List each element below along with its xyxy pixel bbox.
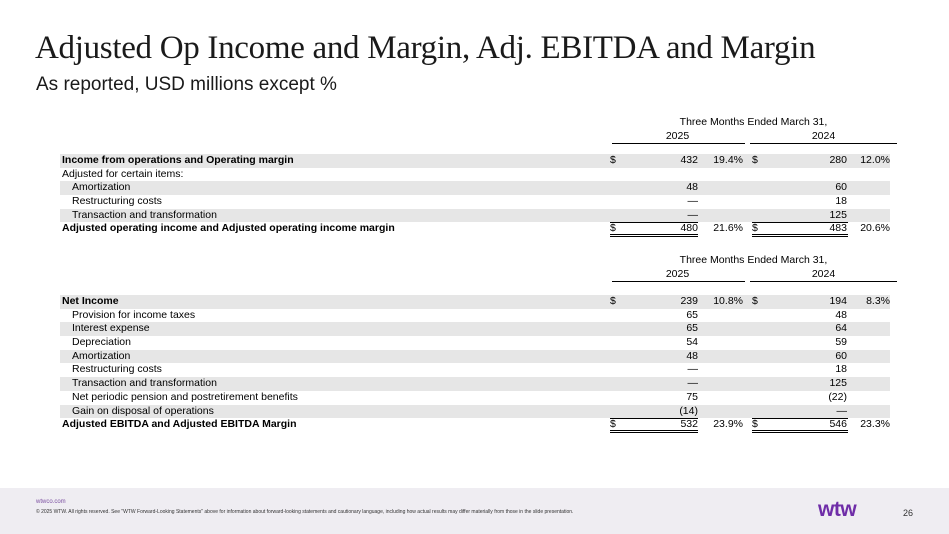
dollar-sign: $	[752, 418, 758, 431]
wtw-logo: wtw	[818, 498, 857, 521]
period-header: Three Months Ended March 31,	[679, 254, 828, 266]
value-2025: 432	[680, 154, 698, 166]
table-row	[60, 168, 890, 182]
page-number: 26	[903, 508, 914, 518]
table-row	[60, 209, 890, 223]
value-2025: 48	[686, 349, 698, 362]
value-2025: 239	[680, 295, 698, 307]
row-label: Restructuring costs	[72, 363, 162, 376]
year-header-2025: 2025	[665, 268, 690, 280]
dollar-sign: $	[752, 222, 758, 235]
row-label: Depreciation	[72, 336, 131, 349]
row-label: Interest expense	[72, 322, 150, 335]
value-2025: —	[687, 195, 698, 208]
dollar-sign: $	[610, 222, 616, 235]
value-2024: 60	[835, 349, 847, 362]
table-row	[60, 295, 890, 309]
value-2024: 125	[829, 208, 847, 221]
value-2025: 65	[686, 308, 698, 321]
value-2025: 480	[680, 222, 698, 235]
margin-2025: 21.6%	[713, 222, 743, 235]
margin-2024: 23.3%	[860, 418, 890, 431]
value-2024: 280	[829, 154, 847, 166]
row-label: Amortization	[72, 349, 131, 362]
table-rows	[60, 295, 890, 432]
dollar-sign: $	[610, 295, 616, 307]
year-header-2025: 2025	[665, 130, 690, 142]
header-rule	[612, 281, 745, 282]
header-rule	[750, 281, 897, 282]
margin-2024: 12.0%	[860, 154, 890, 166]
legal-disclaimer: © 2025 WTW. All rights reserved. See "WTW Forward-Looking Statements" above for information about forward-looking statements and cautionary language, including how actual results may differ materially from those in the slide presentation.	[36, 509, 574, 515]
table-row	[60, 405, 890, 419]
row-label: Net Income	[62, 295, 119, 307]
website-link[interactable]: wtwco.com	[36, 499, 66, 505]
value-2024: 125	[829, 377, 847, 390]
value-2025: 75	[686, 390, 698, 403]
value-2025: —	[687, 363, 698, 376]
value-2024: 194	[829, 295, 847, 307]
value-2025: 54	[686, 336, 698, 349]
value-2024: (22)	[828, 390, 847, 403]
table-row	[60, 322, 890, 336]
row-label: Adjusted for certain items:	[62, 167, 184, 180]
row-label: Restructuring costs	[72, 195, 162, 208]
page-title: Adjusted Op Income and Margin, Adj. EBITDA and Margin	[35, 30, 816, 66]
row-label: Net periodic pension and postretirement benefits	[72, 390, 298, 403]
dollar-sign: $	[610, 154, 616, 166]
table-row	[60, 154, 890, 168]
table-row-total	[60, 418, 890, 432]
double-rule	[610, 236, 698, 237]
row-label: Income from operations and Operating margin	[62, 154, 294, 166]
row-label: Gain on disposal of operations	[72, 404, 214, 417]
header-rule	[750, 143, 897, 144]
value-2025: 532	[680, 418, 698, 431]
dollar-sign: $	[752, 154, 758, 166]
header-rule	[612, 143, 745, 144]
value-2024: 18	[835, 363, 847, 376]
value-2024: 60	[835, 181, 847, 194]
dollar-sign: $	[610, 418, 616, 431]
value-2024: 48	[835, 308, 847, 321]
table-row	[60, 309, 890, 323]
operating-income-table	[60, 116, 890, 246]
row-label: Transaction and transformation	[72, 377, 217, 390]
double-rule	[610, 432, 698, 433]
table-row-total	[60, 222, 890, 236]
value-2024: —	[836, 404, 847, 417]
margin-2024: 20.6%	[860, 222, 890, 235]
margin-2025: 19.4%	[713, 154, 743, 166]
value-2025: 48	[686, 181, 698, 194]
row-label: Amortization	[72, 181, 131, 194]
double-rule	[752, 432, 848, 433]
double-rule	[752, 236, 848, 237]
table-row	[60, 336, 890, 350]
row-label: Transaction and transformation	[72, 208, 217, 221]
value-2024: 18	[835, 195, 847, 208]
value-2025: 65	[686, 322, 698, 335]
value-2024: 483	[829, 222, 847, 235]
value-2025: —	[687, 208, 698, 221]
table-row	[60, 391, 890, 405]
table-row	[60, 363, 890, 377]
row-label: Provision for income taxes	[72, 308, 196, 321]
value-2025: (14)	[679, 404, 698, 417]
value-2024: 546	[829, 418, 847, 431]
page-subtitle: As reported, USD millions except %	[36, 74, 337, 95]
footer-bar	[0, 488, 949, 534]
period-header: Three Months Ended March 31,	[679, 116, 828, 128]
year-header-2024: 2024	[811, 130, 836, 142]
table-rows	[60, 154, 890, 236]
value-2024: 59	[835, 336, 847, 349]
table-row	[60, 195, 890, 209]
table-row	[60, 181, 890, 195]
value-2025: —	[687, 377, 698, 390]
year-header-2024: 2024	[811, 268, 836, 280]
value-2024: 64	[835, 322, 847, 335]
margin-2025: 23.9%	[713, 418, 743, 431]
table-row	[60, 377, 890, 391]
margin-2024: 8.3%	[866, 295, 890, 307]
row-label: Adjusted operating income and Adjusted operating income margin	[62, 222, 395, 235]
table-row	[60, 350, 890, 364]
margin-2025: 10.8%	[713, 295, 743, 307]
ebitda-table	[60, 254, 890, 444]
row-label: Adjusted EBITDA and Adjusted EBITDA Margin	[62, 418, 297, 431]
dollar-sign: $	[752, 295, 758, 307]
